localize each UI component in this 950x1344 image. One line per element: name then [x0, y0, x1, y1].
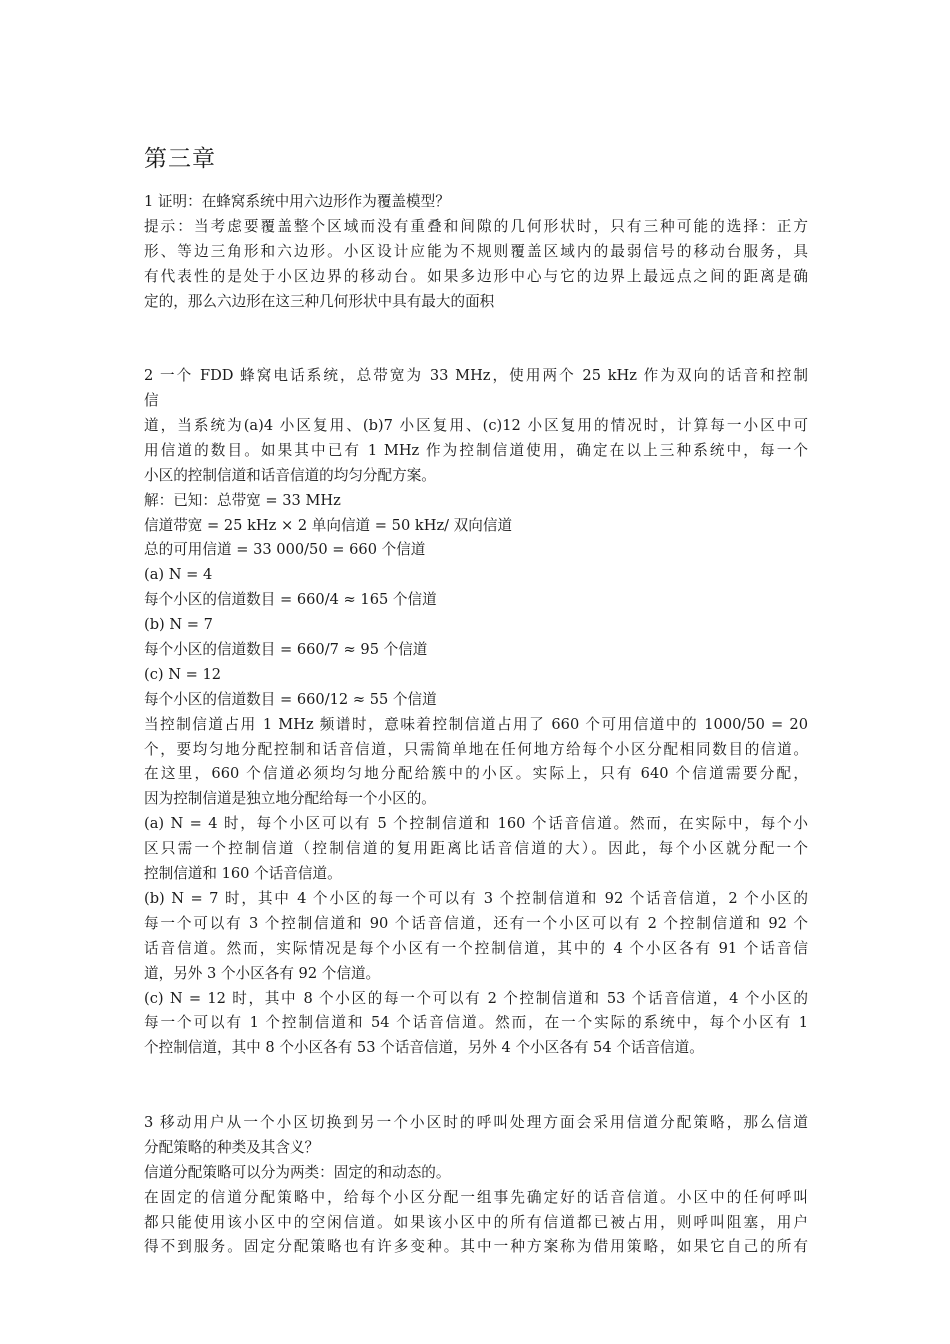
q2-text-line: 每一个可以有 3 个控制信道和 90 个话音信道，还有一个小区可以有 2 个控制信道和 92 个 [144, 914, 808, 932]
q1-text-line: 提示：当考虑要覆盖整个区域而没有重叠和间隙的几何形状时，只有三种可能的选择：正方 [144, 217, 808, 235]
q2-text-line: 每个小区的信道数目 = 660/4 ≈ 165 个信道 [144, 591, 437, 609]
q2-text-line: 控制信道和 160 个话音信道。 [144, 865, 342, 883]
q2-text-line: 当控制信道占用 1 MHz 频谱时，意味着控制信道占用了 660 个可用信道中的 1000/50 = 20 [144, 715, 808, 733]
question-2-section [144, 364, 808, 1061]
q2-text-line: (b) N = 7 [144, 616, 213, 634]
q2-text-line: 话音信道。然而，实际情况是每个小区有一个控制信道，其中的 4 个小区各有 91 个话音信 [144, 939, 808, 957]
question-1-section [144, 190, 808, 314]
q2-text-line: (c) N = 12 [144, 665, 222, 683]
q2-text-line: 信 [144, 392, 159, 410]
q1-text-line: 有代表性的是处于小区边界的移动台。如果多边形中心与它的边界上最远点之间的距离是确 [144, 267, 808, 285]
q2-text-line: 信道带宽 = 25 kHz × 2 单向信道 = 50 kHz/ 双向信道 [144, 516, 513, 534]
q3-text-line: 分配策略的种类及其含义？ [144, 1138, 320, 1156]
q2-text-line: 小区的控制信道和话音信道的均匀分配方案。 [144, 466, 436, 484]
q2-text-line: 解：已知：总带宽 = 33 MHz [144, 491, 341, 509]
q2-text-line: 道，当系统为(a)4 小区复用、(b)7 小区复用、(c)12 小区复用的情况时，计算每一小区中可 [144, 417, 808, 435]
q2-text-line: 个控制信道，其中 8 个小区各有 53 个话音信道，另外 4 个小区各有 54 个话音信道。 [144, 1039, 704, 1057]
q2-text-line: 区只需一个控制信道（控制信道的复用距离比话音信道的大）。因此，每个小区就分配一个 [144, 840, 808, 858]
paragraph-gap [144, 1061, 808, 1086]
q2-text-line: (a) N = 4 时，每个小区可以有 5 个控制信道和 160 个话音信道。然而，在实际中，每个小 [144, 815, 808, 833]
q2-text-line: 每一个可以有 1 个控制信道和 54 个话音信道。然而，在一个实际的系统中，每个小区有 1 [144, 1014, 808, 1032]
question-3-section [144, 1111, 808, 1260]
q1-text-line: 形、等边三角形和六边形。小区设计应能为不规则覆盖区域内的最弱信号的移动台服务，具 [144, 242, 808, 260]
q1-text-line: 定的，那么六边形在这三种几何形状中具有最大的面积 [144, 292, 495, 310]
q2-text-line: (c) N = 12 时，其中 8 个小区的每一个可以有 2 个控制信道和 53 个话音信道，4 个小区的 [144, 989, 808, 1007]
paragraph-gap [144, 1086, 808, 1111]
chapter-title: 第三章 [144, 146, 216, 172]
q3-text-line: 得不到服务。固定分配策略也有许多变种。其中一种方案称为借用策略，如果它自己的所有 [144, 1238, 808, 1256]
paragraph-gap [144, 339, 808, 364]
q2-text-line: 道，另外 3 个小区各有 92 个信道。 [144, 964, 381, 982]
paragraph-gap [144, 314, 808, 339]
q2-text-line: 每个小区的信道数目 = 660/7 ≈ 95 个信道 [144, 641, 428, 659]
q1-question: 1 证明：在蜂窝系统中用六边形作为覆盖模型？ [144, 193, 450, 210]
q2-text-line: 总的可用信道 = 33 000/50 = 660 个信道 [144, 541, 426, 559]
q2-question: 2 一个 FDD 蜂窝电话系统，总带宽为 33 MHz，使用两个 25 kHz 作为双向的话音和控制 [144, 367, 808, 385]
q2-text-line: 个，要均匀地分配控制和话音信道，只需简单地在任何地方给每个小区分配相同数目的信道。 [144, 740, 808, 758]
q2-text-line: 在这里，660 个信道必须均匀地分配给簇中的小区。实际上，只有 640 个信道需要分配， [144, 765, 808, 783]
q2-text-line: 每个小区的信道数目 = 660/12 ≈ 55 个信道 [144, 690, 437, 708]
q3-question: 3 移动用户从一个小区切换到另一个小区时的呼叫处理方面会采用信道分配策略，那么信道 [144, 1113, 808, 1131]
q2-text-line: (b) N = 7 时，其中 4 个小区的每一个可以有 3 个控制信道和 92 个话音信道，2 个小区的 [144, 889, 808, 907]
q2-text-line: (a) N = 4 [144, 566, 213, 584]
q3-text-line: 信道分配策略可以分为两类：固定的和动态的。 [144, 1163, 451, 1181]
q3-text-line: 在固定的信道分配策略中，给每个小区分配一组事先确定好的话音信道。小区中的任何呼叫 [144, 1188, 808, 1206]
q2-text-line: 因为控制信道是独立地分配给每一个小区的。 [144, 790, 436, 808]
q2-text-line: 用信道的数目。如果其中已有 1 MHz 作为控制信道使用，确定在以上三种系统中，每一个 [144, 441, 808, 459]
document-page [144, 142, 808, 1260]
q3-text-line: 都只能使用该小区中的空闲信道。如果该小区中的所有信道都已被占用，则呼叫阻塞，用户 [144, 1213, 808, 1231]
